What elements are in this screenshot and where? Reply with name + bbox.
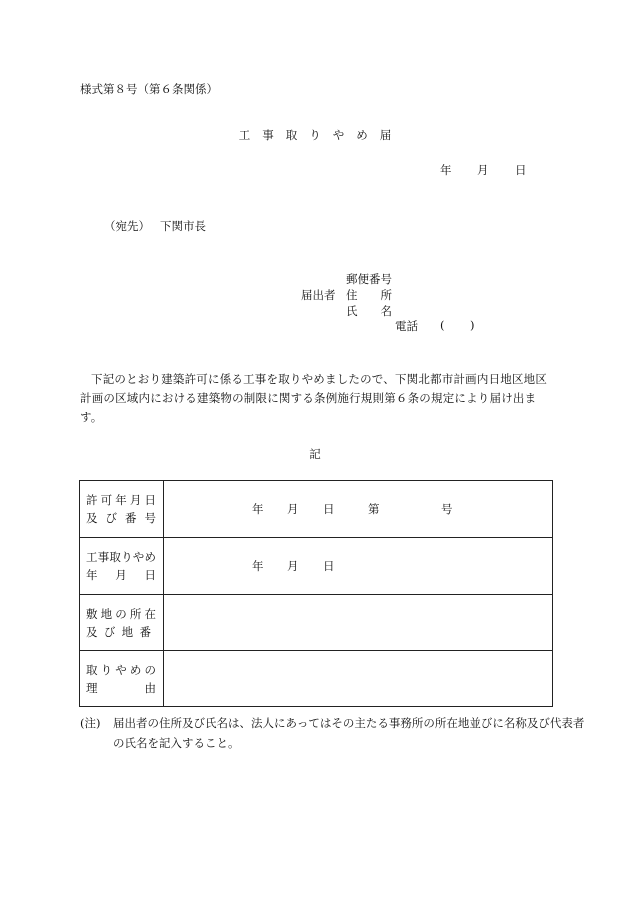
label-line: 許 可 年 月 日 bbox=[86, 493, 156, 507]
title-char: り bbox=[309, 128, 321, 142]
address-label: 住 所 bbox=[346, 288, 392, 302]
form-number: 様式第８号（第６条関係） bbox=[80, 82, 218, 96]
value-year: 年 bbox=[252, 502, 264, 516]
footnote-text: 届出者の住所及び氏名は、法人にあってはその主たる事務所の所在地並びに名称及び代表者の氏名を記入すること。 bbox=[113, 716, 585, 750]
submission-date bbox=[440, 162, 527, 178]
addressee bbox=[104, 218, 206, 234]
table-row bbox=[80, 538, 553, 595]
label-line: 及 び 番 号 bbox=[86, 511, 156, 525]
date-day: 日 bbox=[515, 163, 527, 177]
phone-label: 電話 bbox=[395, 319, 418, 333]
label-line: 工 事 取 り や め bbox=[86, 550, 156, 564]
document-title bbox=[0, 127, 630, 143]
phone-paren-open: ( bbox=[440, 318, 445, 332]
phone-paren-close: ) bbox=[470, 318, 475, 332]
applicant-label: 届出者 bbox=[301, 288, 336, 302]
value-month: 月 bbox=[287, 559, 299, 573]
footnote-mark: (注) bbox=[80, 716, 101, 730]
value-year: 年 bbox=[252, 559, 264, 573]
site-location-field[interactable] bbox=[164, 595, 553, 651]
title-char: や bbox=[332, 128, 345, 142]
value-month: 月 bbox=[287, 502, 299, 516]
title-char: 事 bbox=[262, 128, 274, 142]
row-label-cancel-date bbox=[80, 538, 164, 595]
details-table bbox=[79, 480, 553, 707]
label-line: 敷 地 の 所 在 bbox=[86, 606, 156, 621]
row-label-permit bbox=[80, 481, 164, 538]
value-day: 日 bbox=[323, 502, 335, 516]
date-month: 月 bbox=[477, 163, 489, 177]
table-row bbox=[80, 481, 553, 538]
row-label-site-location bbox=[80, 595, 164, 651]
postal-code-label: 郵便番号 bbox=[346, 272, 392, 286]
title-char: め bbox=[356, 128, 368, 142]
label-line: 及 び 地 番 bbox=[86, 624, 151, 639]
label-line: 取 り や め の bbox=[86, 662, 156, 677]
permit-date-number-field[interactable] bbox=[164, 481, 553, 538]
cancel-reason-field[interactable] bbox=[164, 651, 553, 707]
cancel-date-field[interactable] bbox=[164, 538, 553, 595]
value-number-prefix: 第 bbox=[368, 502, 380, 516]
body-paragraph: 下記のとおり建築許可に係る工事を取りやめましたので、下関北都市計画内日地区地区計画の区域内における建築物の制限に関する条例施行規則第６条の規定により届け出ます。 bbox=[80, 372, 548, 424]
date-year: 年 bbox=[440, 163, 452, 177]
addressee-name: 下関市長 bbox=[160, 219, 206, 233]
title-char: 工 bbox=[238, 128, 251, 142]
title-char: 届 bbox=[379, 128, 392, 142]
value-number-suffix: 号 bbox=[441, 502, 453, 516]
value-day: 日 bbox=[323, 559, 335, 573]
footnote bbox=[80, 713, 593, 753]
ki-heading: 記 bbox=[309, 447, 321, 461]
table-row bbox=[80, 595, 553, 651]
addressee-prefix: （宛先） bbox=[104, 219, 150, 233]
title-char: 取 bbox=[285, 128, 298, 142]
label-line: 年 月 日 bbox=[86, 568, 156, 582]
row-label-cancel-reason bbox=[80, 651, 164, 707]
table-row bbox=[80, 651, 553, 707]
name-label: 氏 名 bbox=[346, 304, 392, 318]
label-line: 理 由 bbox=[86, 680, 156, 695]
